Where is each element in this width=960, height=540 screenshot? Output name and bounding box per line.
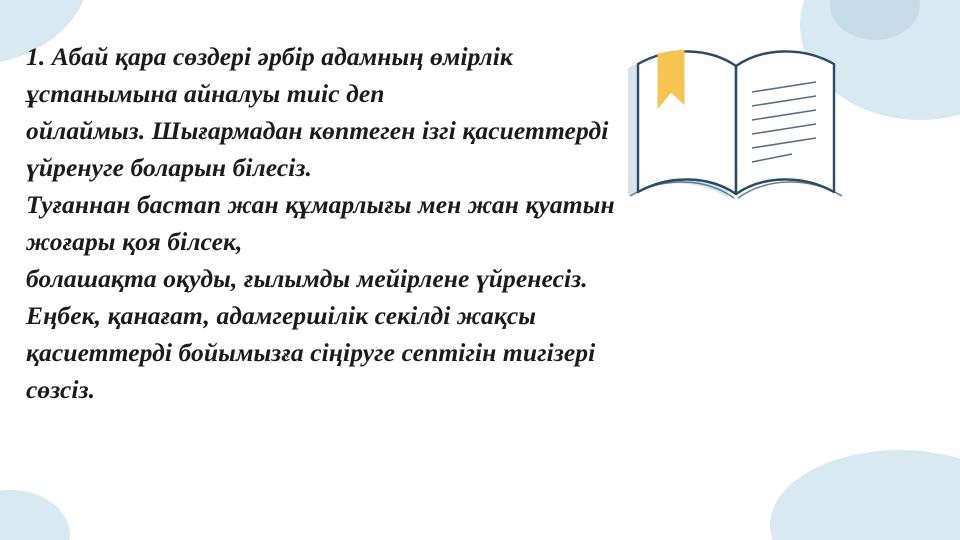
body-line: 1. Абай қара сөздері әрбір адамның өмірлік [26, 42, 513, 71]
body-line: ұстанымына айналуы тиіс деп [26, 79, 385, 108]
body-line: болашақта оқуды, ғылымды мейірлене үйренесіз. [26, 264, 588, 293]
body-line: ойлаймыз. Шығармадан көптеген ізгі қасиеттерді [26, 116, 609, 145]
body-line: қасиеттерді бойымызға сіңіруге септігін тигізері [26, 338, 596, 367]
body-line: сөзсіз. [26, 375, 96, 404]
decorative-blob-bottom-right [770, 450, 960, 540]
decorative-blob-bottom-left [0, 490, 70, 540]
body-text-block [26, 38, 906, 408]
body-line: жоғары қоя білсек, [26, 227, 243, 256]
body-line: Туғаннан бастап жан құмарлығы мен жан қуатын [26, 190, 615, 219]
body-line: Еңбек, қанағат, адамгершілік секілді жақсы [26, 301, 537, 330]
body-line: үйренуге боларын білесіз. [26, 153, 313, 182]
